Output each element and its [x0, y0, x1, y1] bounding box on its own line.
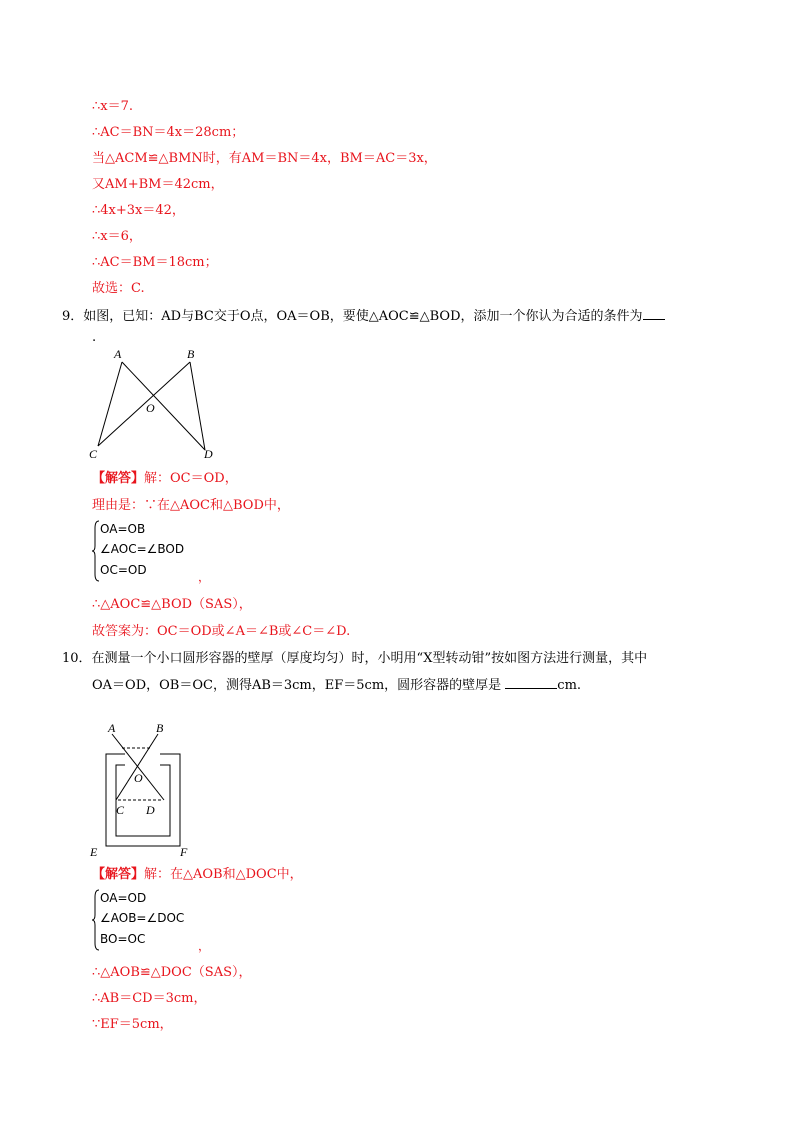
- reason-line: 理由是：∵在△AOC和△BOD中，: [92, 498, 290, 513]
- solution-line: 又AM+BM＝42cm，: [92, 177, 224, 192]
- conclusion-line: ∴△AOC≌△BOD（SAS），: [92, 597, 252, 612]
- solution-line: ∴AC＝BM＝18cm；: [92, 255, 218, 270]
- question-body: 如图，已知：AD与BC交于O点，OA＝OB，要使△AOC≌△BOD，添加一个你认为合适的条件为: [83, 309, 643, 324]
- label-c: C: [89, 447, 98, 461]
- label-b: B: [187, 347, 195, 361]
- solution-line: ∴x＝6，: [92, 229, 142, 244]
- label-d: D: [146, 803, 155, 817]
- figure-q9: [88, 346, 228, 462]
- equation-row: OA=OB: [100, 522, 146, 536]
- solution-line: ∴x＝7.: [92, 99, 134, 114]
- conclusion-line: ∴△AOB≌△DOC（SAS），: [92, 965, 252, 980]
- question-body: OA＝OD，OB＝OC，测得AB＝3cm，EF＝5cm，圆形容器的壁厚是: [92, 678, 502, 693]
- equation-system-q10: [92, 889, 211, 953]
- system-comma: ，: [198, 939, 211, 953]
- label-b: B: [156, 721, 164, 735]
- solution-line: 当△ACM≌△BMN时，有AM＝BN＝4x，BM＝AC＝3x，: [92, 151, 437, 166]
- equation-row: ∠AOC=∠BOD: [100, 542, 185, 556]
- solution-line: ∴4x+3x＝42，: [92, 203, 185, 218]
- brace-icon: [92, 520, 100, 582]
- label-a: A: [114, 347, 122, 361]
- equation-row: OA=OD: [100, 891, 147, 905]
- label-c: C: [116, 803, 125, 817]
- label-o: O: [146, 401, 155, 415]
- answer-tag: 【解答】: [92, 867, 145, 882]
- question-body: 在测量一个小口圆形容器的壁厚（厚度均匀）时，小明用“X型转动钳”按如图方法进行测量，其中: [91, 651, 648, 666]
- question-10-text: [62, 650, 647, 668]
- step-line: ∴AB＝CD＝3cm，: [92, 991, 207, 1006]
- segment-ad: [112, 734, 164, 800]
- segment-bc: [116, 734, 158, 800]
- final-answer-line: 故答案为：OC＝OD或∠A＝∠B或∠C＝∠D.: [92, 624, 351, 639]
- solution-line: 故选：C.: [92, 281, 145, 296]
- segment-bc: [98, 362, 190, 446]
- answer-blank: [643, 307, 665, 320]
- answer-q10: [92, 866, 303, 884]
- answer-lead: 解：OC＝OD，: [144, 471, 238, 486]
- answer-tag: 【解答】: [92, 471, 145, 486]
- figure-q10: [88, 718, 198, 860]
- label-f: F: [180, 845, 188, 859]
- question-number: 9．: [62, 309, 84, 324]
- solution-line: ∴AC＝BN＝4x＝28cm；: [92, 125, 245, 140]
- brace-icon: [92, 889, 100, 951]
- equation-row: BO=OC: [100, 932, 146, 946]
- question-number: 10．: [62, 651, 92, 666]
- label-a: A: [108, 721, 116, 735]
- equation-row: OC=OD: [100, 563, 147, 577]
- question-10-text-cont: [92, 676, 581, 695]
- system-comma: ，: [198, 570, 211, 584]
- label-o: O: [134, 771, 143, 785]
- equation-row: ∠AOB=∠DOC: [100, 911, 185, 925]
- answer-blank: [505, 676, 557, 689]
- equation-system-q9: [92, 520, 211, 584]
- question-9-end: .: [92, 330, 97, 345]
- question-9-text: [62, 307, 665, 326]
- segment-ac: [98, 362, 122, 446]
- label-d: D: [204, 447, 213, 461]
- step-line: ∵EF＝5cm，: [92, 1017, 173, 1032]
- label-e: E: [90, 845, 98, 859]
- unit: cm.: [557, 678, 582, 693]
- answer-lead: 解：在△AOB和△DOC中，: [144, 867, 303, 882]
- answer-q9: [92, 470, 238, 488]
